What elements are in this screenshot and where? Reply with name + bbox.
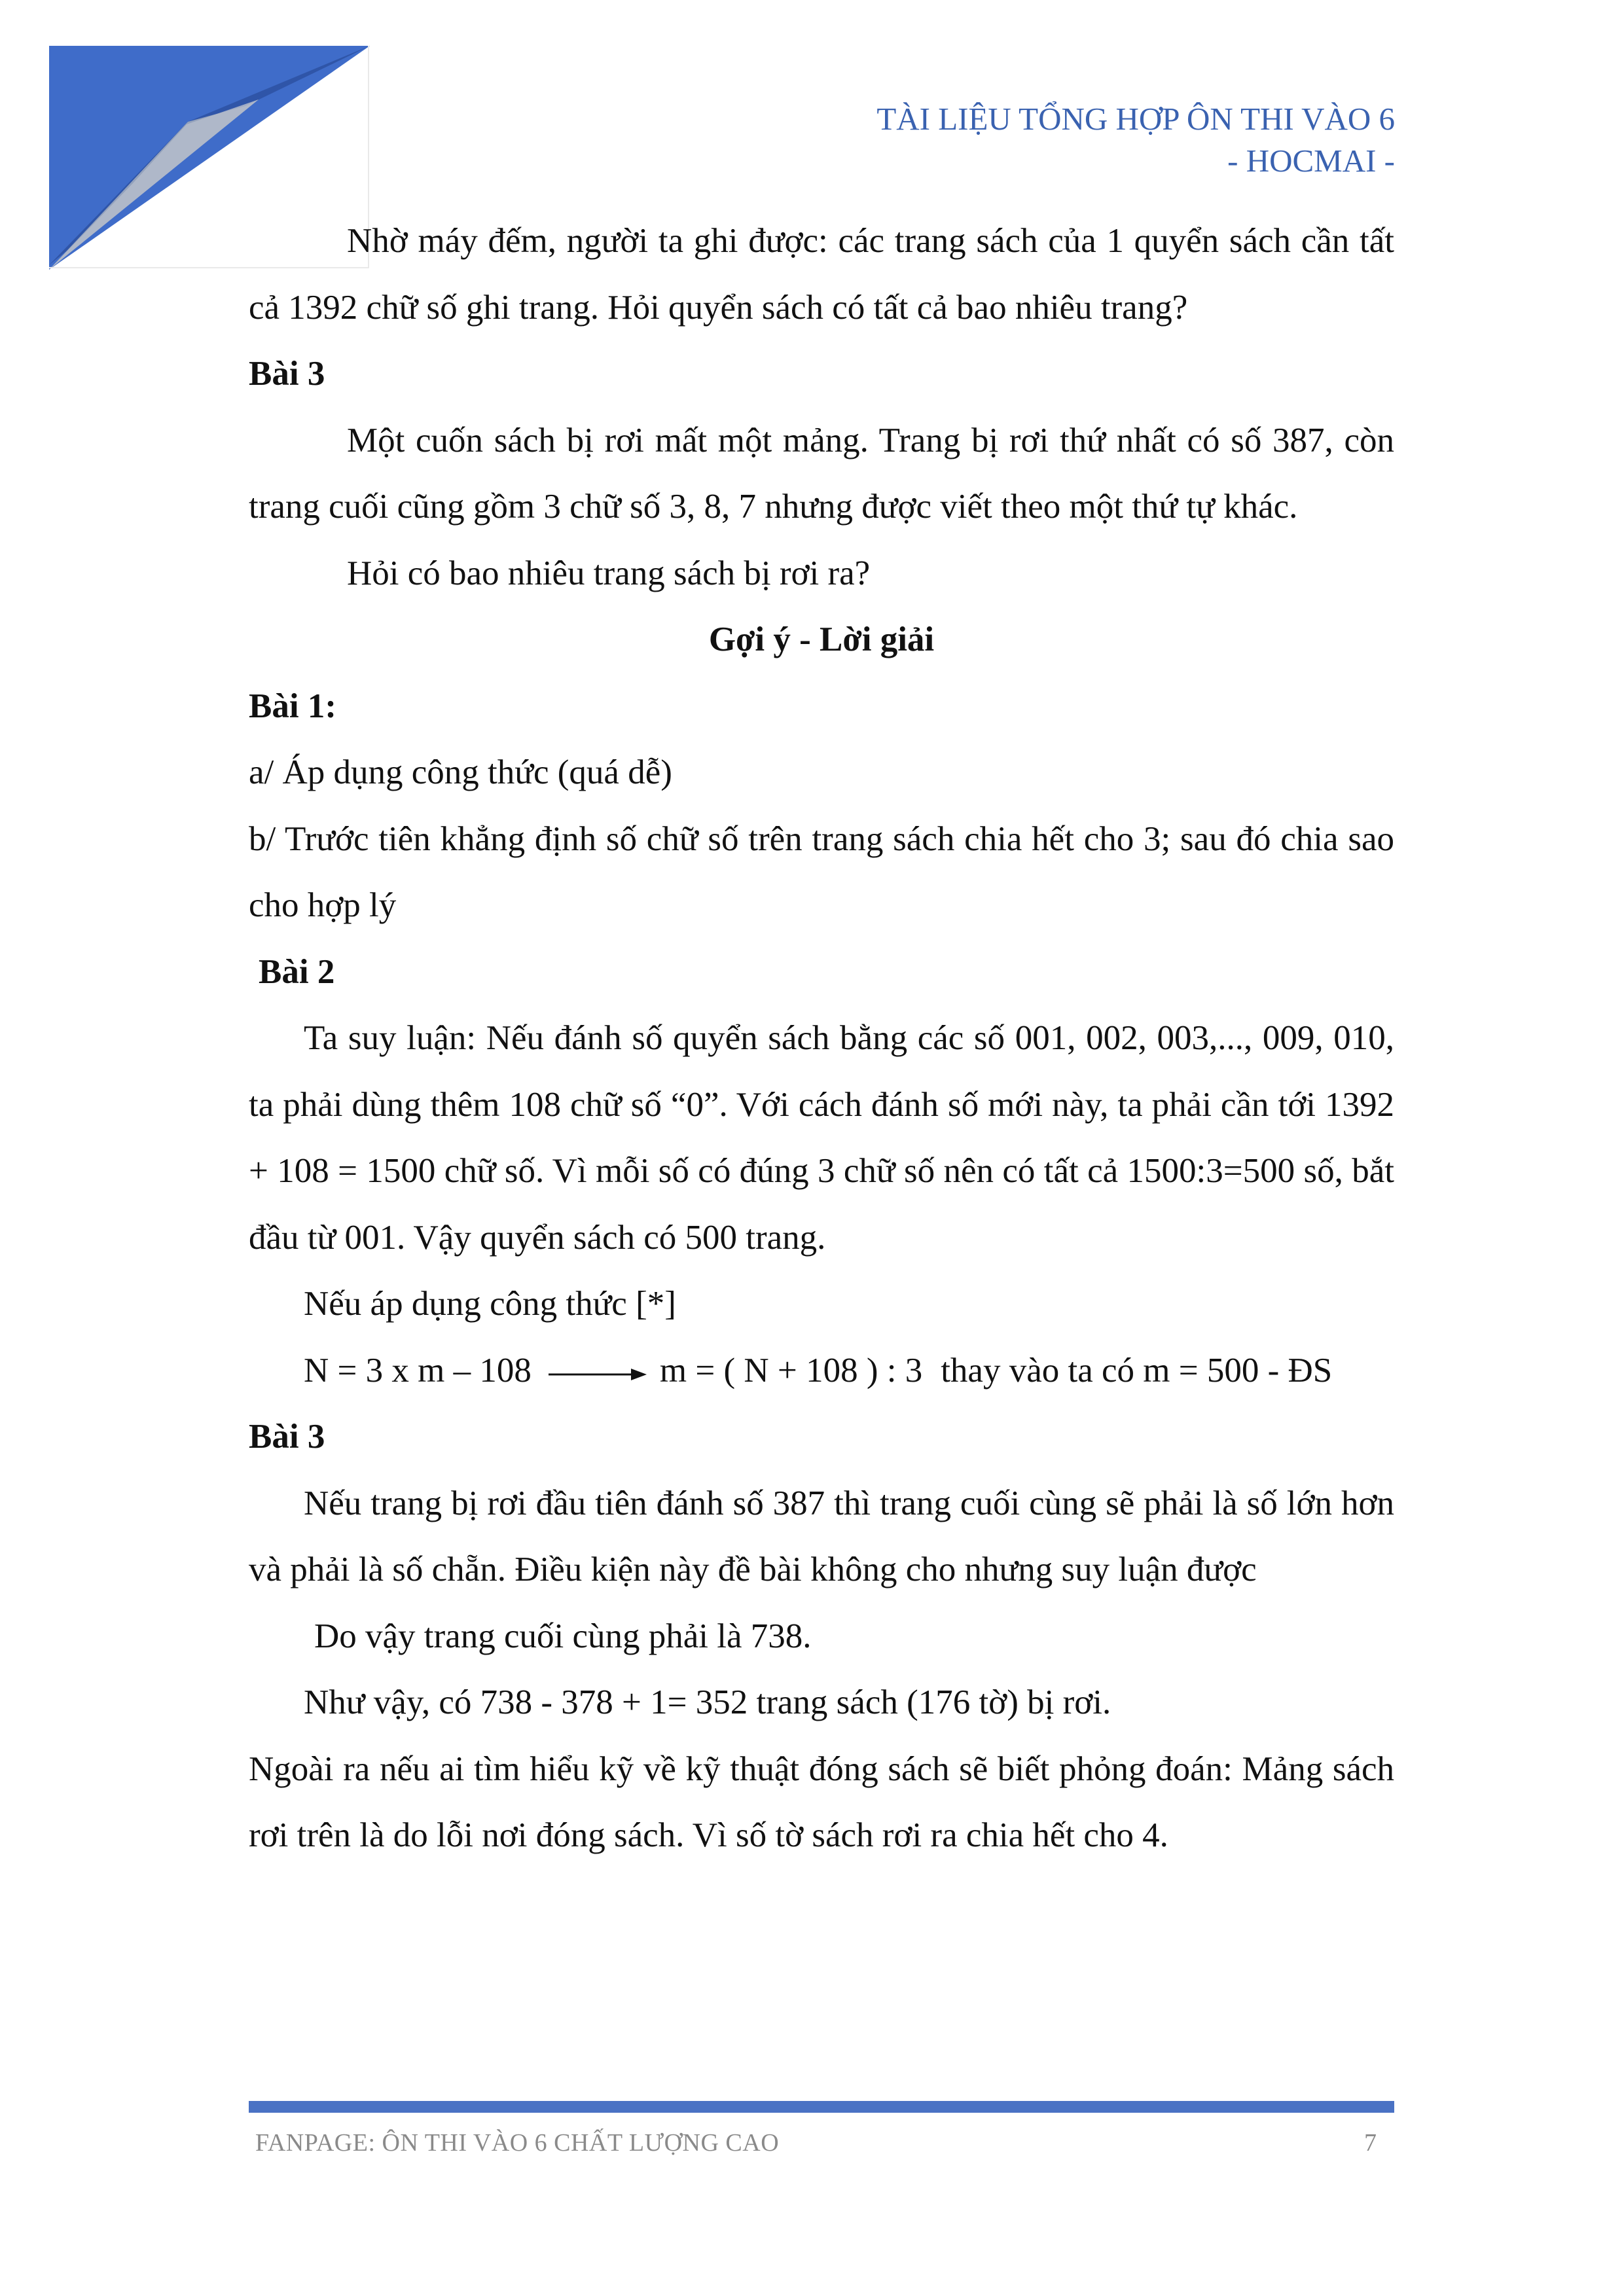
footer-fanpage: FANPAGE: ÔN THI VÀO 6 CHẤT LƯỢNG CAO — [255, 2129, 780, 2157]
formula-tail: thay vào ta có m = 500 - ĐS — [941, 1351, 1333, 1390]
formula-right: m = ( N + 108 ) : 3 — [659, 1351, 923, 1390]
problem-2-text: Nhờ máy đếm, người ta ghi được: các trang sách của 1 quyển sách cần tất cả 1392 chữ số ghi trang. Hỏi quyển sách có tất cả bao nhiêu trang? — [249, 222, 1394, 327]
solution-2-formula — [249, 1338, 1394, 1405]
solution-3-text: Nếu trang bị rơi đầu tiên đánh số 387 thì trang cuối cùng sẽ phải là số lớn hơn và phải là số chẵn. Điều kiện này đề bài không cho nhưng suy luận được — [249, 1484, 1394, 1588]
solution-3-note: Ngoài ra nếu ai tìm hiểu kỹ về kỹ thuật đóng sách sẽ biết phỏng đoán: Mảng sách rơi trên là do lỗi nơi đóng sách. Vì số tờ sách rơi ra chia hết cho 4. — [249, 1749, 1394, 1854]
solution-2-heading: Bài 2 — [259, 952, 335, 991]
problem-3-question: Hỏi có bao nhiêu trang sách bị rơi ra? — [347, 554, 871, 592]
arrow-icon — [549, 1360, 647, 1386]
solution-1-part-a: a/ Áp dụng công thức (quá dễ) — [249, 753, 672, 791]
footer-divider — [249, 2101, 1394, 2113]
solution-2-text: Ta suy luận: Nếu đánh số quyển sách bằng các số 001, 002, 003,..., 009, 010, ta phải dùng thêm 108 chữ số “0”. Với cách đánh số mới này, ta phải cần tới 1392 + 108 = 1500 chữ số. Vì mỗi số có đúng 3 chữ số nên có tất cả 1500:3=500 số, bắt đầu từ 001. Vậy quyển sách có 500 trang. — [249, 1019, 1394, 1257]
solution-2-formula-intro: Nếu áp dụng công thức [*] — [304, 1285, 676, 1323]
solution-3-count: Như vậy, có 738 - 378 + 1= 352 trang sách (176 tờ) bị rơi. — [304, 1683, 1111, 1721]
page-header — [876, 98, 1395, 182]
solution-1-part-b: b/ Trước tiên khẳng định số chữ số trên trang sách chia hết cho 3; sau đó chia sao cho hợp lý — [249, 819, 1394, 924]
page-content — [249, 208, 1394, 1869]
problem-3-heading: Bài 3 — [249, 355, 325, 393]
header-subtitle: - HOCMAI - — [1227, 143, 1395, 179]
solution-heading: Gợi ý - Lời giải — [708, 620, 935, 658]
solution-3-conclusion: Do vậy trang cuối cùng phải là 738. — [314, 1617, 812, 1655]
problem-3-text: Một cuốn sách bị rơi mất một mảng. Trang bị rơi thứ nhất có số 387, còn trang cuối cũng gồm 3 chữ số 3, 8, 7 nhưng được viết theo một thứ tự khác. — [249, 421, 1394, 526]
solution-3-heading: Bài 3 — [249, 1418, 325, 1456]
header-title: TÀI LIỆU TỔNG HỢP ÔN THI VÀO 6 — [876, 101, 1395, 137]
solution-1-heading: Bài 1: — [249, 687, 336, 725]
formula-left: N = 3 x m – 108 — [304, 1351, 532, 1390]
page-number: 7 — [1364, 2129, 1377, 2157]
